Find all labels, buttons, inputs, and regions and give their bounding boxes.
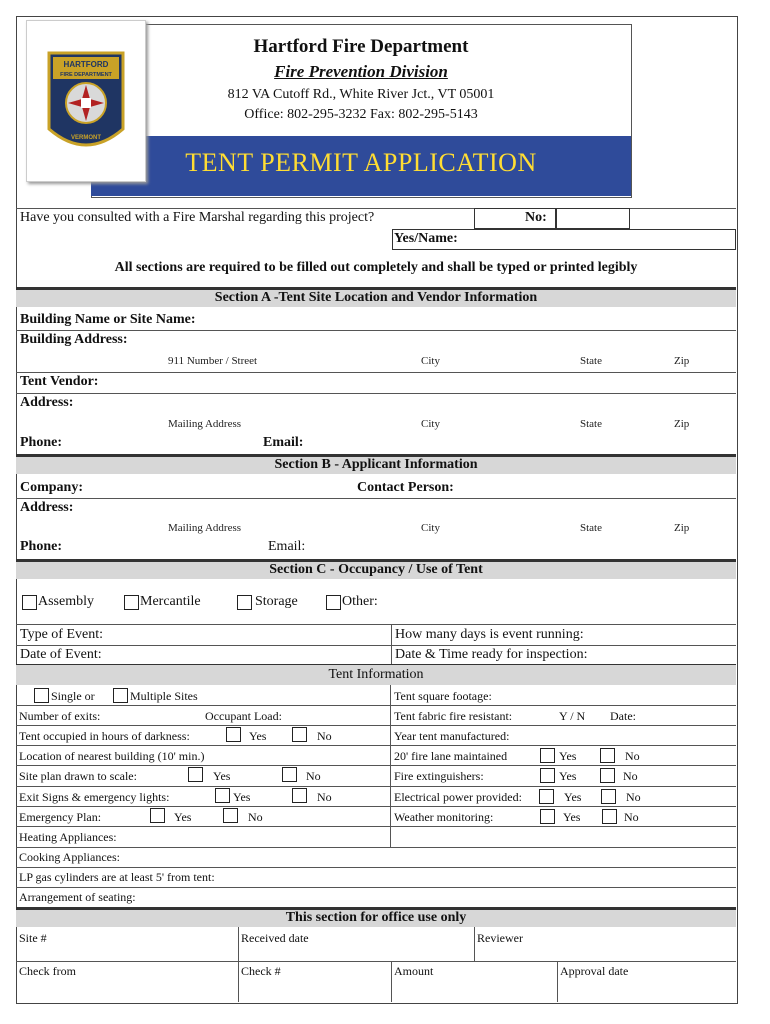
single-site-label: Single or — [51, 689, 95, 703]
applicant-address-label: Address: — [20, 500, 74, 515]
department-phone-fax: Office: 802-295-3232 Fax: 802-295-5143 — [244, 107, 478, 122]
fire-lane-no-label: No — [625, 749, 640, 763]
heating-appliances-label: Heating Appliances: — [19, 830, 117, 844]
emergency-plan-label: Emergency Plan: — [19, 810, 102, 824]
divider — [474, 927, 475, 961]
extinguishers-no-label: No — [623, 769, 638, 783]
check-from-label: Check from — [19, 964, 76, 978]
consult-yes-label: Yes/Name: — [394, 231, 458, 246]
site-plan-yes-checkbox[interactable] — [188, 767, 203, 782]
site-plan-label: Site plan drawn to scale: — [19, 769, 137, 783]
exit-signs-no-checkbox[interactable] — [292, 788, 307, 803]
vendor-email-label: Email: — [263, 435, 304, 450]
divider — [16, 786, 736, 787]
amount-label: Amount — [394, 964, 434, 978]
department-address: 812 VA Cutoff Rd., White River Jct., VT 05001 — [227, 87, 495, 102]
consult-no-field[interactable] — [556, 208, 630, 229]
site-number-label: Site # — [19, 931, 47, 945]
applicant-state-caption: State — [580, 522, 602, 534]
divider — [16, 826, 736, 827]
divider — [16, 725, 736, 726]
applicant-email-label: Email: — [268, 539, 306, 554]
extinguishers-yes-label: Yes — [559, 769, 577, 783]
darkness-label: Tent occupied in hours of darkness: — [19, 729, 190, 743]
exit-signs-label: Exit Signs & emergency lights: — [19, 790, 170, 804]
site-plan-yes-label: Yes — [213, 769, 231, 783]
divider — [16, 847, 736, 848]
applicant-mailing-caption: Mailing Address — [168, 522, 242, 534]
site-plan-no-label: No — [306, 769, 321, 783]
electrical-yes-label: Yes — [564, 790, 582, 804]
divider — [16, 961, 736, 962]
electrical-no-label: No — [626, 790, 641, 804]
number-of-exits-label: Number of exits: — [19, 709, 101, 723]
address-state-caption: State — [580, 355, 602, 367]
section-a-title: Section A -Tent Site Location and Vendor Information — [16, 287, 736, 307]
fabric-date-label: Date: — [610, 709, 636, 723]
exit-signs-no-label: No — [317, 790, 332, 804]
emergency-plan-no-label: No — [248, 810, 263, 824]
check-number-label: Check # — [241, 964, 281, 978]
darkness-yes-checkbox[interactable] — [226, 727, 241, 742]
extinguishers-label: Fire extinguishers: — [394, 769, 484, 783]
divider — [16, 887, 736, 888]
tent-vendor-label: Tent Vendor: — [20, 374, 99, 389]
inspection-time-label: Date & Time ready for inspection: — [395, 647, 588, 662]
square-footage-label: Tent square footage: — [394, 689, 492, 703]
electrical-label: Electrical power provided: — [394, 790, 522, 804]
department-name: Hartford Fire Department — [253, 36, 469, 57]
other-checkbox[interactable] — [326, 595, 341, 610]
address-street-caption: 911 Number / Street — [168, 355, 258, 367]
reviewer-label: Reviewer — [477, 931, 523, 945]
vendor-city-caption: City — [421, 418, 440, 430]
logo-text-bottom: VERMONT — [71, 135, 101, 141]
consult-no-label: No: — [525, 210, 547, 225]
tent-info-title: Tent Information — [16, 664, 736, 685]
storage-label: Storage — [255, 594, 298, 609]
weather-monitoring-label: Weather monitoring: — [394, 810, 494, 824]
year-manufactured-label: Year tent manufactured: — [394, 729, 510, 743]
divider — [390, 685, 391, 847]
vendor-state-caption: State — [580, 418, 602, 430]
divider — [16, 745, 736, 746]
vendor-address-label: Address: — [20, 395, 74, 410]
logo-text-mid: FIRE DEPARTMENT — [60, 72, 112, 78]
divider — [16, 330, 736, 331]
contact-person-label: Contact Person: — [357, 480, 454, 495]
company-label: Company: — [20, 480, 84, 495]
lp-gas-label: LP gas cylinders are at least 5' from tent: — [19, 870, 215, 884]
office-use-title: This section for office use only — [16, 907, 736, 927]
date-of-event-label: Date of Event: — [20, 647, 102, 662]
nearest-building-label: Location of nearest building (10' min.) — [19, 749, 205, 763]
divider — [16, 645, 736, 646]
emergency-plan-yes-checkbox[interactable] — [150, 808, 165, 823]
vendor-zip-caption: Zip — [674, 418, 690, 430]
building-name-label: Building Name or Site Name: — [20, 312, 196, 327]
divider — [16, 806, 736, 807]
fire-lane-yes-checkbox[interactable] — [540, 748, 555, 763]
cooking-appliances-label: Cooking Appliances: — [19, 850, 120, 864]
mercantile-label: Mercantile — [140, 594, 201, 609]
days-running-label: How many days is event running: — [395, 627, 584, 642]
divider — [16, 372, 736, 373]
applicant-city-caption: City — [421, 522, 440, 534]
divider — [16, 765, 736, 766]
applicant-phone-label: Phone: — [20, 539, 62, 554]
divider — [557, 961, 558, 1002]
weather-yes-label: Yes — [563, 810, 581, 824]
divider — [16, 498, 736, 499]
divider — [16, 624, 736, 625]
mercantile-checkbox[interactable] — [124, 595, 139, 610]
multiple-sites-checkbox[interactable] — [113, 688, 128, 703]
fabric-fire-resistant-label: Tent fabric fire resistant: — [394, 709, 513, 723]
occupant-load-label: Occupant Load: — [205, 709, 282, 723]
weather-no-label: No — [624, 810, 639, 824]
divider — [16, 393, 736, 394]
vendor-phone-label: Phone: — [20, 435, 62, 450]
storage-checkbox[interactable] — [237, 595, 252, 610]
form-title: TENT PERMIT APPLICATION — [185, 148, 537, 177]
weather-yes-checkbox[interactable] — [540, 809, 555, 824]
darkness-yes-label: Yes — [249, 729, 267, 743]
type-of-event-label: Type of Event: — [20, 627, 103, 642]
multiple-sites-label: Multiple Sites — [130, 689, 198, 703]
electrical-yes-checkbox[interactable] — [539, 789, 554, 804]
building-address-label: Building Address: — [20, 332, 128, 347]
other-label: Other: — [342, 594, 378, 609]
emergency-plan-no-checkbox[interactable] — [223, 808, 238, 823]
exit-signs-yes-checkbox[interactable] — [215, 788, 230, 803]
fabric-yes-no-label: Y / N — [559, 709, 586, 723]
fire-lane-no-checkbox[interactable] — [600, 748, 615, 763]
logo-text-top: HARTFORD — [63, 60, 109, 69]
darkness-no-checkbox[interactable] — [292, 727, 307, 742]
fire-lane-label: 20' fire lane maintained — [394, 749, 508, 763]
assembly-checkbox[interactable] — [22, 595, 37, 610]
section-b-title: Section B - Applicant Information — [16, 454, 736, 474]
assembly-label: Assembly — [38, 594, 94, 609]
weather-no-checkbox[interactable] — [602, 809, 617, 824]
divider — [16, 705, 736, 706]
emergency-plan-yes-label: Yes — [174, 810, 192, 824]
seating-arrangement-label: Arrangement of seating: — [19, 890, 136, 904]
instructions: All sections are required to be filled out completely and shall be typed or printed legibly — [114, 260, 638, 275]
vendor-mailing-caption: Mailing Address — [168, 418, 242, 430]
single-site-checkbox[interactable] — [34, 688, 49, 703]
divider — [16, 867, 736, 868]
electrical-no-checkbox[interactable] — [601, 789, 616, 804]
address-zip-caption: Zip — [674, 355, 690, 367]
extinguishers-no-checkbox[interactable] — [600, 768, 615, 783]
consult-question: Have you consulted with a Fire Marshal regarding this project? — [20, 210, 375, 225]
site-plan-no-checkbox[interactable] — [282, 767, 297, 782]
section-c-title: Section C - Occupancy / Use of Tent — [16, 559, 736, 579]
approval-date-label: Approval date — [560, 964, 629, 978]
applicant-zip-caption: Zip — [674, 522, 690, 534]
received-date-label: Received date — [241, 931, 309, 945]
fire-lane-yes-label: Yes — [559, 749, 577, 763]
division-name: Fire Prevention Division — [274, 62, 448, 81]
address-city-caption: City — [421, 355, 440, 367]
divider — [238, 927, 239, 1002]
extinguishers-yes-checkbox[interactable] — [540, 768, 555, 783]
darkness-no-label: No — [317, 729, 332, 743]
divider — [391, 961, 392, 1002]
exit-signs-yes-label: Yes — [233, 790, 251, 804]
